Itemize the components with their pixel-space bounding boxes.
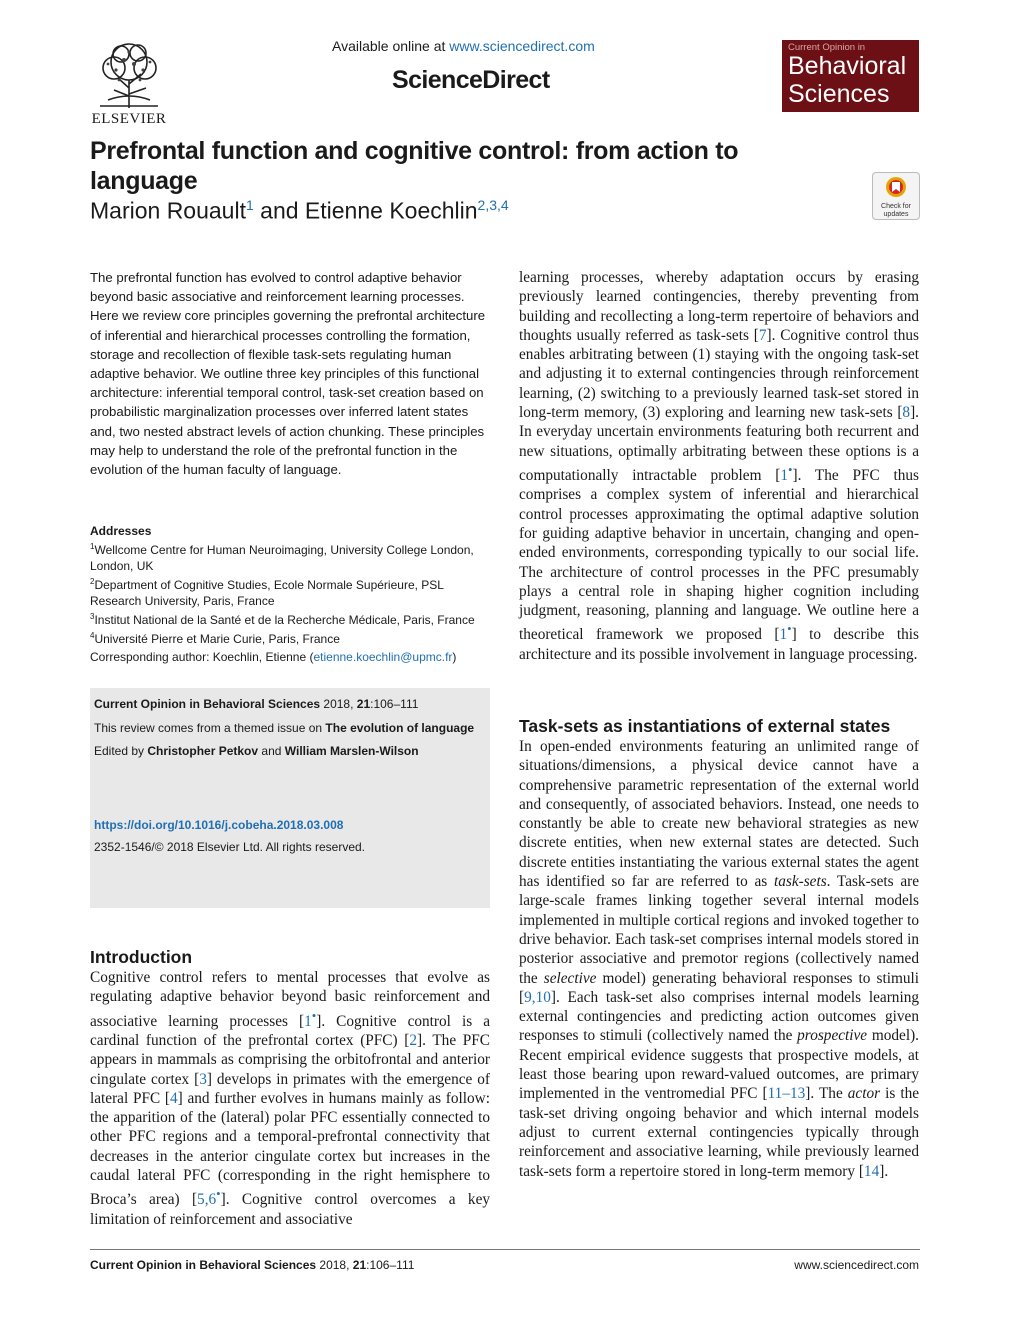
author-joiner: and (253, 197, 305, 224)
footer-url[interactable]: www.sciencedirect.com (794, 1258, 919, 1272)
copyright-notice: 2352-1546/© 2018 Elsevier Ltd. All rights reserved. (94, 840, 365, 854)
body-text: is the task-set driving ongoing behavior and which internal models adjust to current external contingencies typically through reinforcement and associative learning, while previously learned task-sets form a repertoire stored in long-term memory [ (519, 1085, 920, 1180)
abstract: The prefrontal function has evolved to control adaptive behavior beyond basic associative and reinforcement learning processes. Here we review core principles governing the prefrontal architecture of inferential and hierarchical processes controlling the formation, storage and recollection of flexible task-sets regulating human adaptive behavior. We outline three key principles of this functional architecture: inferential temporal control, task-set creation based on probabilistic marginalization processes over inferred latent states and, two nested abstract levels of action chunking. These principles may help to understand the role of the prefrontal function in the evolution of the human faculty of language. (90, 270, 486, 478)
infobox-journal-name: Current Opinion in Behavioral Sciences (94, 697, 321, 711)
journal-cover (782, 40, 919, 112)
author-name: Etienne Koechlin (304, 197, 478, 224)
corresponding-author (90, 650, 492, 664)
article-title: Prefrontal function and cognitive control: from action to language (90, 137, 739, 195)
body-text: ]. Cognitive control is a cardinal function of the prefrontal cortex (PFC) [ (90, 1012, 490, 1049)
elsevier-logo (88, 40, 170, 128)
address-item (90, 539, 492, 574)
addresses (90, 523, 492, 647)
body-text: ] and further evolves in humans mainly as follow: the apparition of the (lateral) polar PFC essentially connected to other PFC regions and a temporal-prefrontal connectivity that decreases in the anterior cingulate cortex but increases in the caudal lateral PFC (corresponding in the right hemisphere to Broca’s area) [ (90, 1089, 490, 1209)
body-text: ]. The PFC thus comprises a complex system of inferential and hierarchical control processes approximating the optimal adaptive solution for guiding adaptive behavior in uncertain, changing and open-ended environments, corresponding typically to our social life. The architecture of control processes in the PFC presumably plays a central role in shaping higher cognition including judgment, reasoning, planning and language. We outline here a theoretical framework we proposed [ (519, 467, 919, 644)
body-text: ]. The PFC appears in mammals as comprising the orbitofrontal and anterior cingulate cortex [ (90, 1031, 490, 1088)
infobox-year: 2018, (320, 697, 357, 711)
infobox-edited-and: and (258, 744, 285, 758)
address-item (90, 574, 492, 609)
ref-link[interactable]: 11–13 (767, 1085, 806, 1103)
address-text: Institut National de la Santé et de la Recherche Médicale, Paris, France (94, 613, 475, 627)
address-text: Université Pierre et Marie Curie, Paris, France (94, 632, 340, 646)
ref-link[interactable]: 7 (758, 326, 767, 344)
address-sup: 3 (90, 612, 95, 621)
ref-star: • (216, 1187, 221, 1202)
ref-link[interactable]: 9,10 (524, 988, 551, 1006)
address-text: Department of Cognitive Studies, Ecole Normale Supérieure, PSL Research University, Paris, France (90, 578, 444, 608)
sciencedirect-link[interactable]: www.sciencedirect.com (449, 38, 595, 54)
ref-link[interactable]: 1 (780, 467, 789, 485)
infobox-pages: :106–111 (370, 697, 419, 711)
doi-link[interactable]: https://doi.org/10.1016/j.cobeha.2018.03.008 (94, 818, 344, 832)
available-online (332, 38, 595, 54)
cover-top-line: Current Opinion in (788, 42, 866, 53)
body-text: ]. Cognitive control thus enables arbitrating between (1) staying with the ongoing task-set and adjusting it to external contingencies through reinforcement learning, (2) switching to a previously learned task-set stored in long-term memory, (3) exploring and learning new task-sets [ (519, 326, 919, 422)
infobox-editor: William Marslen-Wilson (284, 744, 419, 758)
cover-line-1: Behavioral (788, 52, 907, 80)
author-list (90, 197, 509, 225)
ref-star: • (311, 1008, 317, 1023)
body-text: Cognitive control refers to mental processes that evolve as regulating adaptive behavior beyond basic reinforcement and associative learning processes [ (90, 969, 490, 1030)
ref-star: • (787, 622, 792, 637)
address-item (90, 628, 492, 647)
body-text: learning processes, whereby adaptation occurs by erasing previously learned contingencies, thereby preventing from building and recollecting a long-term repertoire of behaviors and thoughts usually referred as task-sets [ (519, 269, 919, 344)
body-text: ]. Each task-set also comprises internal models learning external contingencies and predicting action outcomes given responses to stimuli (collectively named the (519, 988, 919, 1045)
infobox-editors (94, 744, 419, 758)
check-for-updates-button[interactable] (872, 172, 920, 220)
elsevier-tree-icon (88, 40, 170, 110)
infobox-theme-name: The evolution of language (325, 721, 475, 735)
address-item (90, 609, 492, 628)
ref-link[interactable]: 1 (779, 626, 788, 644)
footer-citation (90, 1258, 414, 1272)
address-text: Wellcome Centre for Human Neuroimaging, University College London, London, UK (90, 543, 474, 573)
corresponding-prefix: Corresponding author: Koechlin, Etienne ( (90, 650, 314, 664)
body-text: ] develops in primates with the emergence of lateral PFC [ (90, 1070, 490, 1107)
article-info-box (90, 688, 490, 908)
body-text: ] to describe this architecture and its possible involvement in language processing. (519, 626, 919, 663)
body-text: . Task-sets are large-scale frames linking together several internal models implemented in multiple cortical regions and invoked together to drive behavior. Each task-set comprises internal models stored in posterior associative and premotor regions (collectively named the (519, 873, 920, 987)
sciencedirect-brand: ScienceDirect (392, 66, 550, 94)
italic-term: selective (543, 969, 597, 987)
address-sup: 1 (90, 542, 95, 551)
ref-link[interactable]: 2 (409, 1031, 418, 1049)
infobox-editor: Christopher Petkov (147, 744, 259, 758)
footer-pages: :106–111 (366, 1258, 415, 1272)
address-sup: 2 (90, 577, 95, 586)
ref-link[interactable]: 14 (863, 1162, 880, 1180)
body-text: model) generating behavioral responses to stimuli [ (519, 969, 920, 1006)
body-text: ]. (879, 1162, 889, 1180)
body-text: ]. In everyday uncertain environments featuring both recurrent and new situations, optimally arbitrating between these options is a computationally intractable problem [ (519, 404, 919, 485)
check-updates-icon (885, 176, 907, 198)
author-name: Marion Rouault (90, 197, 246, 224)
infobox-theme (94, 721, 474, 735)
infobox-theme-prefix: This review comes from a themed issue on (94, 721, 326, 735)
ref-link[interactable]: 8 (902, 404, 911, 422)
ref-link[interactable]: 4 (170, 1089, 178, 1107)
section-heading-task-sets: Task-sets as instantiations of external states (519, 716, 891, 736)
ref-link[interactable]: 3 (199, 1070, 207, 1088)
italic-term: prospective (797, 1027, 868, 1045)
addresses-heading: Addresses (90, 524, 152, 538)
introduction-paragraph (90, 968, 490, 1229)
ref-star: • (788, 462, 793, 477)
author-affiliation-sup[interactable]: 1 (245, 197, 254, 213)
check-updates-label: Check for updates (881, 203, 911, 218)
ref-link[interactable]: 5,6 (197, 1191, 217, 1209)
footer-year: 2018, (316, 1258, 353, 1272)
address-sup: 4 (90, 631, 95, 640)
infobox-edited-prefix: Edited by (94, 744, 148, 758)
section-heading-introduction: Introduction (90, 947, 193, 967)
cover-line-2: Sciences (788, 80, 890, 108)
body-text: In open-ended environments featuring an unlimited range of situations/dimensions, a physical device cannot have a comprehensive parametric representation of the external world and consequently, of associated behaviors. Instead, one needs to constantly be able to create new behavioral strategies as new discrete entities, when new external states are detected. Such discrete entities instantiating the various external states the agent has identified so far are referred to as (519, 738, 919, 891)
task-sets-paragraph (519, 737, 919, 1181)
body-text: ]. Cognitive control overcomes a key limitation of reinforcement and associative (90, 1191, 491, 1228)
footer-divider (90, 1249, 920, 1250)
infobox-journal (94, 697, 418, 711)
footer-volume: 21 (352, 1258, 367, 1272)
corresponding-suffix: ) (452, 650, 457, 664)
footer-journal: Current Opinion in Behavioral Sciences (90, 1258, 317, 1272)
body-text: ]. The (805, 1085, 848, 1103)
available-prefix: Available online at (332, 38, 450, 54)
italic-term: actor (847, 1085, 881, 1103)
corresponding-email-link[interactable]: etienne.koechlin@upmc.fr (313, 650, 453, 664)
introduction-continued-paragraph (519, 268, 919, 664)
author-affiliation-sup[interactable]: 2,3,4 (477, 197, 509, 213)
body-text: model). Recent empirical evidence suggests that prospective models, at least those bearing upon reward-valued outcomes, are primary implemented in the ventromedial PFC [ (519, 1027, 919, 1103)
elsevier-wordmark: ELSEVIER (91, 111, 167, 127)
ref-link[interactable]: 1 (304, 1012, 312, 1030)
italic-term: task-sets (773, 873, 827, 891)
infobox-volume: 21 (356, 697, 371, 711)
